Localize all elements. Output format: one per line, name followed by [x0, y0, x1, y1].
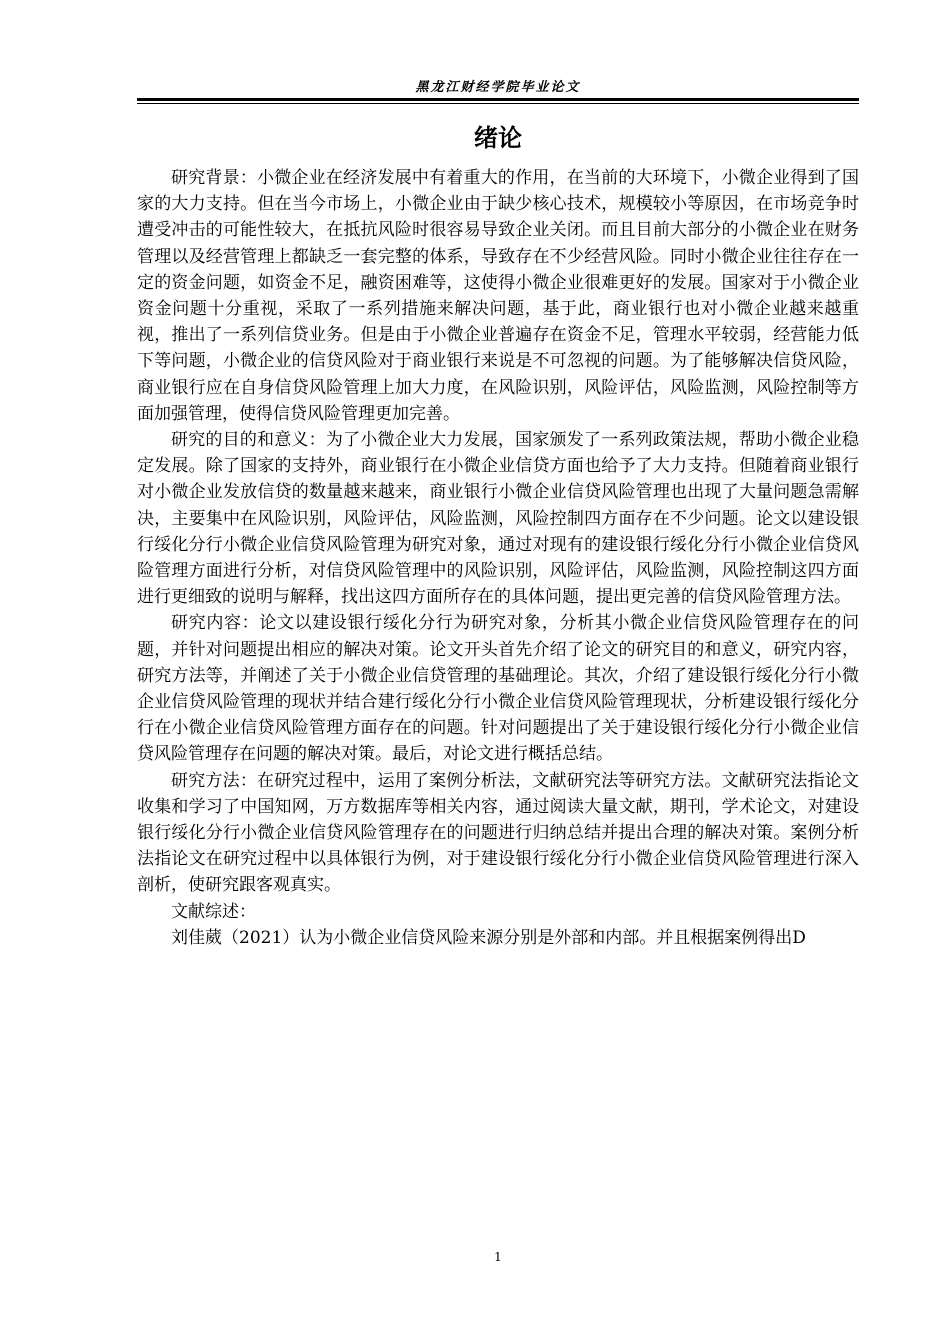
paragraph-background: 研究背景：小微企业在经济发展中有着重大的作用，在当前的大环境下，小微企业得到了国家的大力支持。但在当今市场上，小微企业由于缺少核心技术，规模较小等原因，在市场竞争时遭受冲击的可能性较大，在抵抗风险时很容易导致企业关闭。而且目前大部分的小微企业在财务管理以及经营管理上都缺乏一套完整的体系，导致存在不少经营风险。同时小微企业往往存在一定的资金问题，如资金不足，融资困难等，这使得小微企业很难更好的发展。国家对于小微企业资金问题十分重视，采取了一系列措施来解决问题，基于此，商业银行也对小微企业越来越重视，推出了一系列信贷业务。但是由于小微企业普遍存在资金不足，管理水平较弱，经营能力低下等问题，小微企业的信贷风险对于商业银行来说是不可忽视的问题。为了能够解决信贷风险，商业银行应在自身信贷风险管理上加大力度，在风险识别，风险评估，风险监测，风险控制等方面加强管理，使得信贷风险管理更加完善。	[137, 168, 859, 424]
paragraph-review-start: 刘佳葳（2021）认为小微企业信贷风险来源分别是外部和内部。并且根据案例得出D	[171, 927, 806, 948]
paragraph-purpose: 研究的目的和意义：为了小微企业大力发展，国家颁发了一系列政策法规，帮助小微企业稳定发展。除了国家的支持外，商业银行在小微企业信贷方面也给予了大力支持。但随着商业银行对小微企业发放信贷的数量越来越来，商业银行小微企业信贷风险管理也出现了大量问题急需解决，主要集中在风险识别，风险评估，风险监测，风险控制四方面存在不少问题。论文以建设银行绥化分行小微企业信贷风险管理为研究对象，通过对现有的建设银行绥化分行小微企业信贷风险管理方面进行分析，对信贷风险管理中的风险识别，风险评估，风险监测，风险控制这四方面进行更细致的说明与解释，找出这四方面所存在的具体问题，提出更完善的信贷风险管理方法。	[137, 430, 859, 608]
header-rule-thin	[137, 103, 859, 104]
page-header: 黑龙江财经学院毕业论文	[415, 80, 581, 95]
paragraph-review-heading: 文献综述：	[171, 901, 256, 922]
page-number: 1	[494, 1250, 502, 1264]
chapter-title: 绪论	[474, 124, 522, 152]
body-text	[137, 165, 859, 951]
header-rule-thick	[137, 98, 859, 101]
paragraph-content: 研究内容：论文以建设银行绥化分行为研究对象，分析其小微企业信贷风险管理存在的问题，并针对问题提出相应的解决对策。论文开头首先介绍了论文的研究目的和意义，研究内容，研究方法等，并阐述了关于小微企业信贷管理的基础理论。其次，介绍了建设银行绥化分行小微企业信贷风险管理的现状并结合建行绥化分行小微企业信贷风险管理现状，分析建设银行绥化分行在小微企业信贷风险管理方面存在的问题。针对问题提出了关于建设银行绥化分行小微企业信贷风险管理存在问题的解决对策。最后，对论文进行概括总结。	[137, 613, 859, 765]
paragraph-methods: 研究方法：在研究过程中，运用了案例分析法，文献研究法等研究方法。文献研究法指论文收集和学习了中国知网，万方数据库等相关内容，通过阅读大量文献，期刊，学术论文，对建设银行绥化分行小微企业信贷风险管理存在的问题进行归纳总结并提出合理的解决对策。案例分析法指论文在研究过程中以具体银行为例，对于建设银行绥化分行小微企业信贷风险管理进行深入剖析，使研究跟客观真实。	[137, 770, 859, 896]
